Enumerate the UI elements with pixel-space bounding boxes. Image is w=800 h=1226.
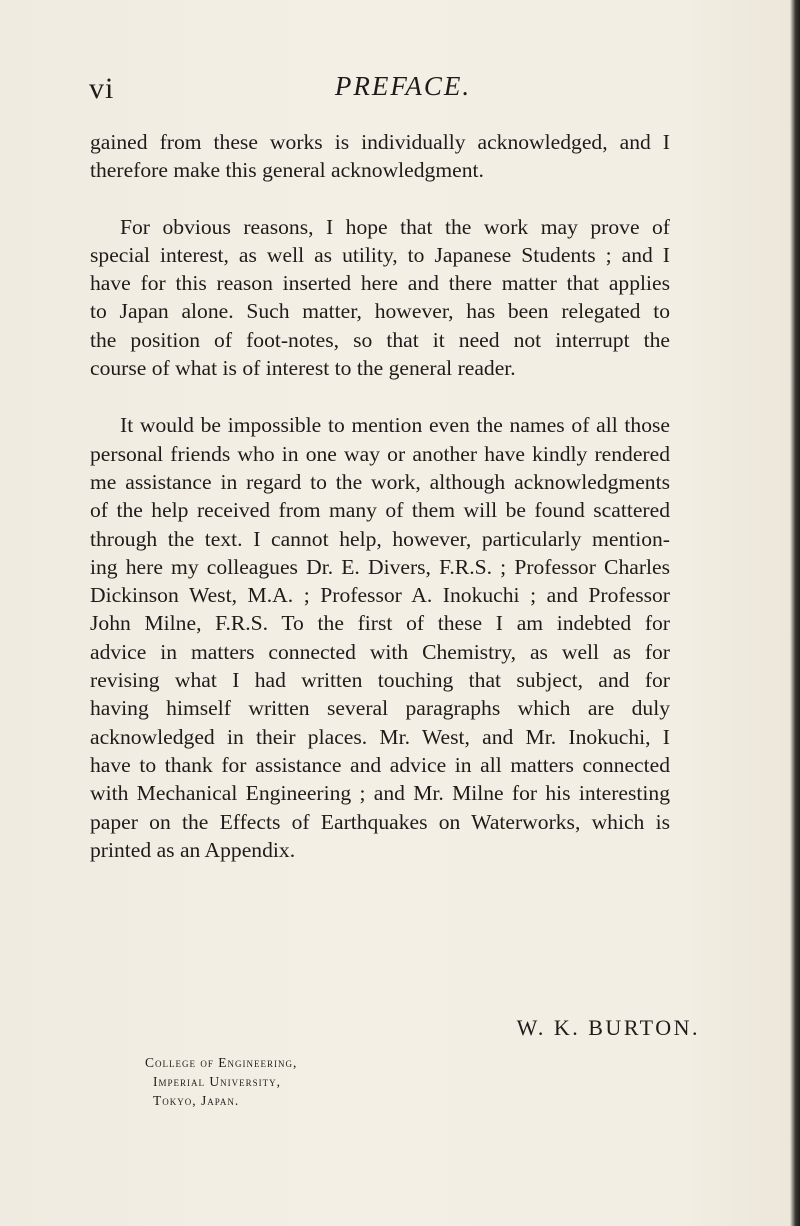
text-line: printed as an Appendix. [90, 837, 296, 862]
text-line: to Japan alone. Such matter, however, has been relegated to [90, 299, 670, 324]
text-line: It would be impossible to mention even the names of all those [120, 413, 670, 438]
text-line: the position of foot-notes, so that it need not interrupt the [90, 327, 670, 352]
text-line: advice in matters connected with Chemistry, as well as for [90, 639, 670, 664]
text-line: course of what is of interest to the general reader. [90, 356, 516, 381]
address-line: Imperial University, [153, 1074, 281, 1089]
running-head: PREFACE. [334, 71, 472, 101]
paragraph [90, 411, 670, 864]
text-line: special interest, as well as utility, to Japanese Students ; and I [90, 242, 670, 267]
address-line: College of Engineering, [145, 1055, 298, 1070]
text-line: through the text. I cannot help, however, particularly mention- [90, 526, 670, 551]
text-line: me assistance in regard to the work, although acknowledgments [90, 469, 670, 494]
text-line: paper on the Effects of Earthquakes on Waterworks, which is [90, 809, 670, 834]
paragraph [90, 213, 670, 383]
author-signature: W. K. BURTON. [516, 1015, 700, 1040]
text-line: of the help received from many of them will be found scattered [90, 498, 670, 523]
author-address [145, 1053, 297, 1110]
text-line: gained from these works is individually acknowledged, and I [90, 130, 670, 154]
text-line: For obvious reasons, I hope that the work may prove of [120, 214, 670, 239]
text-line: with Mechanical Engineering ; and Mr. Milne for his interesting [90, 781, 670, 806]
text-line: John Milne, F.R.S. To the first of these I am indebted for [90, 611, 670, 636]
page-number: vi [89, 72, 115, 105]
address-line: Tokyo, Japan. [153, 1093, 240, 1108]
paragraph [90, 128, 670, 185]
text-line: therefore make this general acknowledgment. [90, 158, 484, 183]
text-line: have to thank for assistance and advice in all matters connected [90, 752, 670, 777]
text-line: have for this reason inserted here and there matter that applies [90, 271, 670, 296]
text-line: revising what I had written touching that subject, and for [90, 668, 670, 693]
text-line: having himself written several paragraphs which are duly [90, 696, 670, 721]
binding-edge [790, 0, 800, 1226]
text-line: personal friends who in one way or another have kindly rendered [90, 441, 670, 466]
body-text [90, 124, 670, 864]
text-line: Dickinson West, M.A. ; Professor A. Inokuchi ; and Professor [90, 583, 670, 608]
text-line: acknowledged in their places. Mr. West, and Mr. Inokuchi, I [90, 724, 670, 749]
text-line: ing here my colleagues Dr. E. Divers, F.R.S. ; Professor Charles [90, 554, 670, 579]
